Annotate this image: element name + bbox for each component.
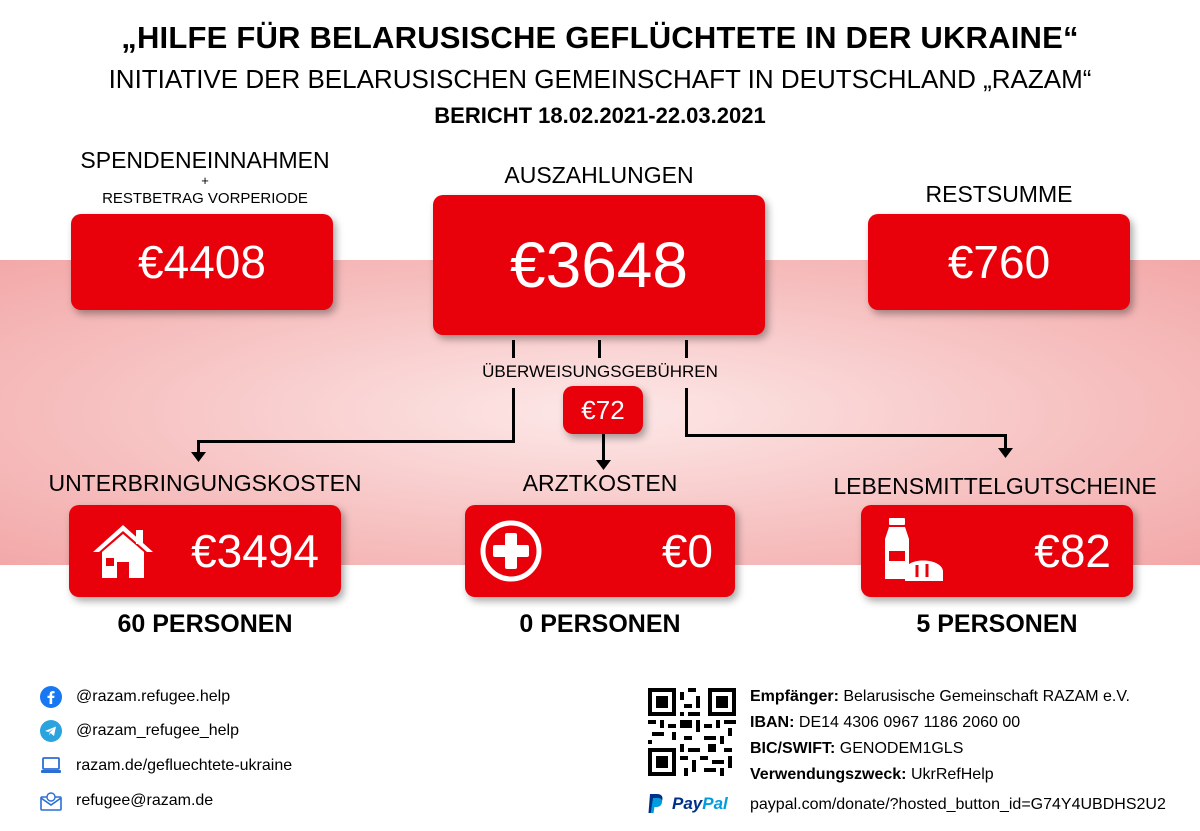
housing-label: UNTERBRINGUNGSKOSTEN	[48, 470, 362, 496]
payout-label: AUSZAHLUNGEN	[504, 162, 694, 188]
contact-facebook[interactable]	[40, 686, 230, 708]
income-label-group	[60, 147, 350, 207]
income-sublabel: RESTBETRAG VORPERIODE	[102, 190, 308, 207]
medical-persons: 0 PERSONEN	[519, 610, 681, 638]
rest-amount: €760	[947, 236, 1051, 288]
qr-code-icon[interactable]	[648, 688, 736, 776]
rest-label: RESTSUMME	[925, 181, 1073, 207]
contact-telegram[interactable]	[40, 720, 239, 742]
report-period: BERICHT 18.02.2021-22.03.2021	[434, 103, 766, 128]
housing-amount: €3494	[191, 525, 319, 577]
connector-mid-vertical	[602, 434, 605, 462]
bank-iban: IBAN: DE14 4306 0967 1186 2060 00	[750, 714, 1021, 731]
payout-amount: €3648	[510, 229, 688, 301]
paypal-icon	[646, 793, 666, 815]
facebook-icon	[40, 686, 62, 708]
bank-bic: BIC/SWIFT: GENODEM1GLS	[750, 740, 964, 757]
medical-amount-box	[465, 505, 735, 597]
contact-email-text: refugee@razam.de	[76, 792, 214, 809]
contact-telegram-text: @razam_refugee_help	[76, 722, 240, 739]
telegram-icon	[40, 720, 62, 742]
food-persons: 5 PERSONEN	[916, 610, 1078, 638]
connector-left-top	[512, 340, 515, 358]
connector-right-horizontal	[685, 434, 1007, 437]
arrow-mid-icon	[596, 460, 611, 470]
bank-purpose: Verwendungszweck: UkrRefHelp	[750, 766, 994, 783]
housing-persons: 60 PERSONEN	[117, 610, 293, 638]
fees-label: ÜBERWEISUNGSGEBÜHREN	[482, 362, 718, 381]
rest-amount-box	[868, 214, 1130, 310]
bank-recipient: Empfänger: Belarusische Gemeinschaft RAZAM e.V.	[750, 688, 1130, 705]
food-amount: €82	[1034, 525, 1111, 577]
laptop-icon	[40, 755, 62, 777]
income-amount-box	[71, 214, 333, 310]
payout-amount-box	[433, 195, 765, 335]
contact-website-text: razam.de/gefluechtete-ukraine	[76, 757, 293, 774]
income-label: SPENDENEINNAHMEN	[80, 147, 330, 173]
income-amount: €4408	[138, 236, 266, 288]
email-icon	[40, 790, 62, 812]
connector-right-vertical	[685, 388, 688, 436]
paypal-logo	[646, 793, 728, 815]
income-plus: +	[201, 173, 209, 188]
fees-amount-box	[563, 386, 643, 434]
food-amount-box	[861, 505, 1133, 597]
arrow-right-icon	[998, 448, 1013, 458]
paypal-link[interactable]: paypal.com/donate/?hosted_button_id=G74Y4UBDHS2U2	[750, 796, 1166, 813]
connector-left-horizontal	[197, 440, 515, 443]
connector-mid-top	[598, 340, 601, 358]
medical-amount: €0	[661, 525, 713, 577]
connector-right-top	[685, 340, 688, 358]
paypal-logo-text: PayPal	[672, 794, 728, 813]
house-icon	[91, 522, 155, 580]
contact-email[interactable]	[40, 790, 213, 812]
housing-amount-box	[69, 505, 341, 597]
page-subtitle: INITIATIVE DER BELARUSISCHEN GEMEINSCHAFT IN DEUTSCHLAND „RAZAM“	[108, 64, 1092, 94]
contact-website[interactable]	[40, 755, 292, 777]
connector-left-vertical	[512, 388, 515, 442]
arrow-left-icon	[191, 452, 206, 462]
food-label: LEBENSMITTELGUTSCHEINE	[833, 473, 1157, 499]
medical-label: ARZTKOSTEN	[522, 470, 678, 496]
fees-amount: €72	[581, 394, 625, 425]
medical-cross-icon	[479, 519, 543, 583]
page-title: „HILFE FÜR BELARUSISCHE GEFLÜCHTETE IN DER UKRAINE“	[121, 20, 1079, 55]
food-icon	[875, 515, 947, 587]
contact-facebook-text: @razam.refugee.help	[76, 688, 231, 705]
